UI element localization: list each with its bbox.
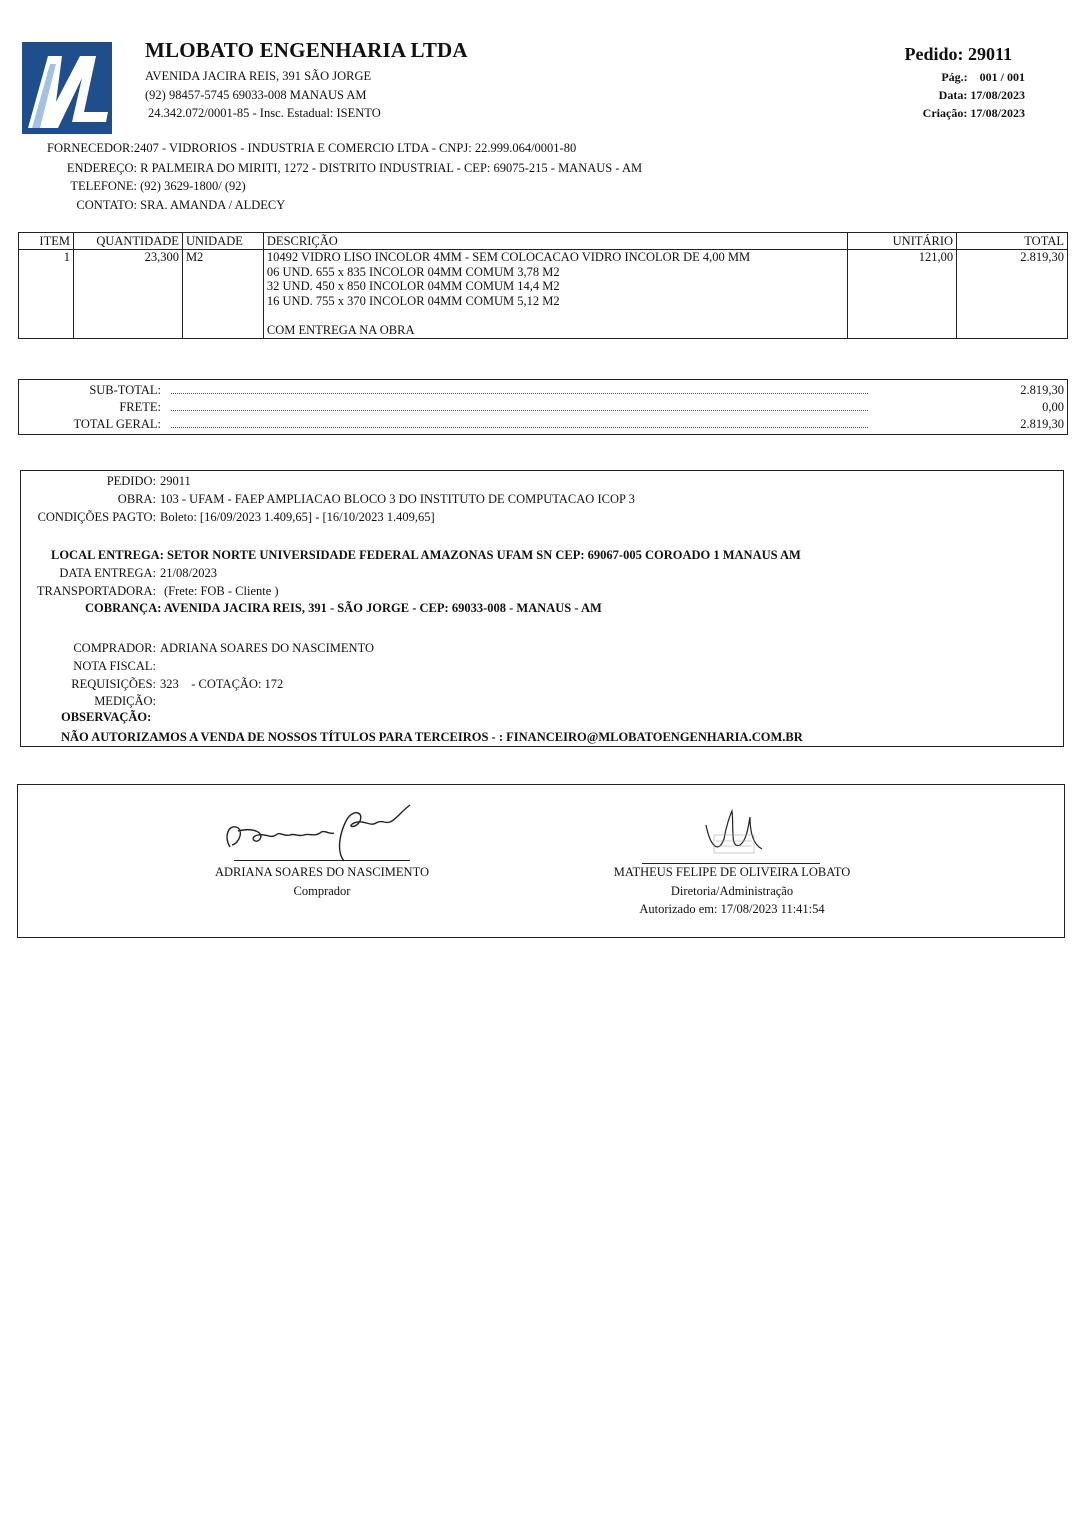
subtotal-value: 2.819,30 bbox=[1020, 383, 1064, 397]
totals-box bbox=[18, 379, 1068, 435]
total-geral-value: 2.819,30 bbox=[1020, 417, 1064, 431]
items-header-row bbox=[19, 233, 1068, 250]
comprador-value: ADRIANA SOARES DO NASCIMENTO bbox=[160, 641, 375, 655]
descricao-line bbox=[267, 308, 844, 323]
buyer-signature-line bbox=[234, 860, 410, 861]
director-signature-line bbox=[642, 863, 820, 864]
pedido-value: 29011 bbox=[160, 474, 191, 488]
descricao-line: 16 UND. 755 x 370 INCOLOR 04MM COMUM 5,12 M2 bbox=[266, 293, 560, 308]
contato-value: SRA. AMANDA / ALDECY bbox=[140, 198, 286, 212]
header-item: ITEM bbox=[19, 233, 74, 250]
header-total: TOTAL bbox=[957, 233, 1068, 250]
header-unidade: UNIDADE bbox=[182, 233, 263, 250]
frete-value: 0,00 bbox=[1042, 400, 1064, 414]
frete-label: FRETE: bbox=[119, 400, 161, 414]
cell-descricao bbox=[263, 250, 847, 339]
order-date-value: 17/08/2023 bbox=[970, 88, 1025, 102]
descricao-line: 06 UND. 655 x 835 INCOLOR 04MM COMUM 3,78 M2 bbox=[266, 264, 560, 279]
observacao-label: OBSERVAÇÃO: bbox=[61, 710, 152, 724]
condicoes-label: CONDIÇÕES PAGTO: bbox=[37, 510, 156, 524]
dot-leader bbox=[171, 393, 868, 394]
authorized-at: Autorizado em: 17/08/2023 11:41:54 bbox=[639, 902, 825, 916]
subtotal-label: SUB-TOTAL: bbox=[89, 383, 161, 397]
medicao-label: MEDIÇÃO: bbox=[94, 694, 156, 708]
buyer-signature bbox=[214, 797, 424, 863]
company-phone-city: (92) 98457-5745 69033-008 MANAUS AM bbox=[145, 88, 367, 102]
cell-quantidade: 23,300 bbox=[73, 250, 182, 339]
company-tax-info: 24.342.072/0001-85 - Insc. Estadual: ISENTO bbox=[148, 106, 381, 120]
requisicoes-label: REQUISIÇÕES: bbox=[71, 677, 156, 691]
cobranca: COBRANÇA: AVENIDA JACIRA REIS, 391 - SÃO JORGE - CEP: 69033-008 - MANAUS - AM bbox=[85, 601, 602, 615]
subtotal-row bbox=[19, 383, 1067, 400]
cell-unidade: M2 bbox=[182, 250, 263, 339]
order-created-value: 17/08/2023 bbox=[970, 106, 1025, 120]
header-unitario: UNITÁRIO bbox=[848, 233, 957, 250]
order-date-label: Data: bbox=[938, 88, 968, 102]
nota-fiscal-label: NOTA FISCAL: bbox=[73, 659, 156, 673]
signatures-box bbox=[17, 784, 1065, 938]
requisicoes-value: 323 - COTAÇÃO: 172 bbox=[160, 677, 284, 691]
total-geral-row bbox=[19, 417, 1067, 434]
supplier-contato bbox=[0, 198, 285, 213]
header-descricao: DESCRIÇÃO bbox=[263, 233, 847, 250]
frete-row bbox=[19, 400, 1067, 417]
order-info-box bbox=[20, 470, 1064, 747]
director-name: MATHEUS FELIPE DE OLIVEIRA LOBATO bbox=[613, 865, 851, 879]
dot-leader bbox=[171, 410, 868, 411]
data-entrega-label: DATA ENTREGA: bbox=[59, 566, 156, 580]
cell-item: 1 bbox=[19, 250, 74, 339]
dot-leader bbox=[171, 427, 868, 428]
aviso-financeiro: NÃO AUTORIZAMOS A VENDA DE NOSSOS TÍTULOS PARA TERCEIROS - : FINANCEIRO@MLOBATOENGENHARIA.COM.BR bbox=[61, 730, 803, 744]
contato-label: CONTATO: bbox=[76, 198, 137, 212]
order-date bbox=[939, 88, 1025, 103]
company-logo bbox=[22, 42, 112, 134]
cell-unitario: 121,00 bbox=[848, 250, 957, 339]
buyer-name: ADRIANA SOARES DO NASCIMENTO bbox=[214, 865, 430, 879]
fornecedor-label: FORNECEDOR: bbox=[47, 141, 134, 155]
total-geral-label: TOTAL GERAL: bbox=[73, 417, 161, 431]
director-signature bbox=[700, 805, 766, 861]
supplier-fornecedor bbox=[47, 141, 576, 156]
telefone-label: TELEFONE: bbox=[70, 179, 137, 193]
order-page-value: 001 / 001 bbox=[979, 70, 1025, 84]
transportadora-value: (Frete: FOB - Cliente ) bbox=[164, 584, 279, 598]
order-created bbox=[923, 106, 1025, 121]
descricao-line: 32 UND. 450 x 850 INCOLOR 04MM COMUM 14,4 M2 bbox=[266, 279, 560, 294]
supplier-endereco bbox=[0, 161, 642, 176]
obra-value: 103 - UFAM - FAEP AMPLIACAO BLOCO 3 DO INSTITUTO DE COMPUTACAO ICOP 3 bbox=[160, 492, 635, 506]
buyer-role: Comprador bbox=[293, 884, 351, 898]
director-role: Diretoria/Administração bbox=[670, 884, 794, 898]
local-entrega: LOCAL ENTREGA: SETOR NORTE UNIVERSIDADE FEDERAL AMAZONAS UFAM SN CEP: 69067-005 COROADO 1 MANAUS AM bbox=[51, 548, 801, 562]
obra-label: OBRA: bbox=[117, 492, 156, 506]
header-quantidade: QUANTIDADE bbox=[73, 233, 182, 250]
descricao-line: COM ENTREGA NA OBRA bbox=[266, 322, 415, 337]
company-name: MLOBATO ENGENHARIA LTDA bbox=[145, 38, 468, 62]
comprador-label: COMPRADOR: bbox=[73, 641, 156, 655]
order-title: Pedido: 29011 bbox=[904, 44, 1012, 64]
fornecedor-value: 2407 - VIDRORIOS - INDUSTRIA E COMERCIO LTDA - CNPJ: 22.999.064/0001-80 bbox=[133, 141, 577, 155]
data-entrega-value: 21/08/2023 bbox=[160, 566, 217, 580]
telefone-value: (92) 3629-1800/ (92) bbox=[140, 179, 246, 193]
endereco-label: ENDEREÇO: bbox=[66, 161, 137, 175]
order-page-label: Pág.: bbox=[941, 70, 968, 84]
table-row bbox=[19, 250, 1068, 339]
supplier-telefone bbox=[0, 179, 246, 194]
transportadora-label: TRANSPORTADORA: bbox=[36, 584, 156, 598]
endereco-value: R PALMEIRA DO MIRITI, 1272 - DISTRITO INDUSTRIAL - CEP: 69075-215 - MANAUS - AM bbox=[140, 161, 643, 175]
pedido-label: PEDIDO: bbox=[106, 474, 156, 488]
items-table bbox=[18, 232, 1068, 339]
descricao-line: 10492 VIDRO LISO INCOLOR 4MM - SEM COLOCACAO VIDRO INCOLOR DE 4,00 MM bbox=[266, 250, 751, 264]
order-created-label: Criação: bbox=[922, 106, 968, 120]
condicoes-value: Boleto: [16/09/2023 1.409,65] - [16/10/2023 1.409,65] bbox=[160, 510, 435, 524]
cell-total: 2.819,30 bbox=[957, 250, 1068, 339]
company-address: AVENIDA JACIRA REIS, 391 SÃO JORGE bbox=[145, 69, 372, 83]
order-page bbox=[941, 70, 1025, 85]
